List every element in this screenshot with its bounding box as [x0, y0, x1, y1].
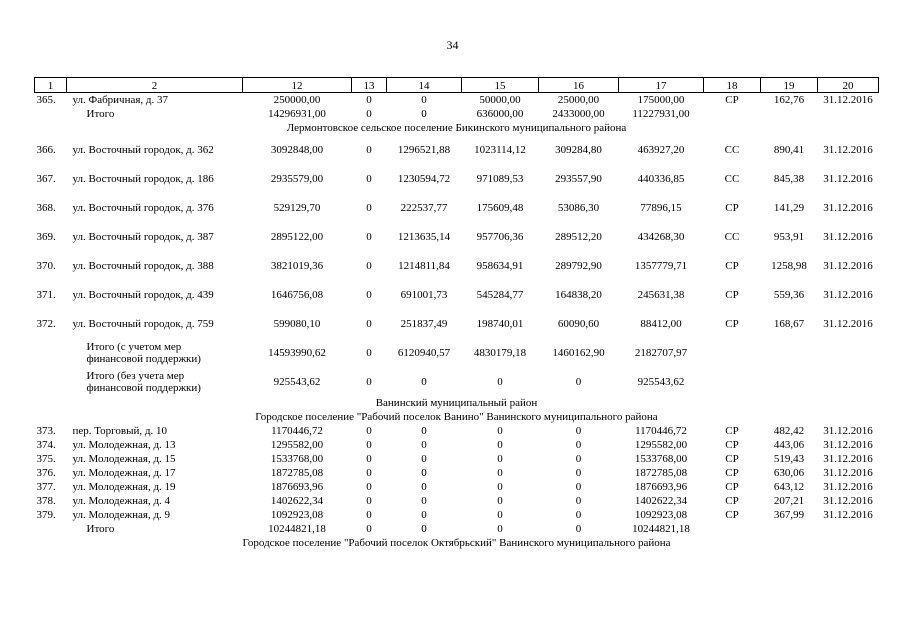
- value-cell: 0: [421, 495, 427, 507]
- value-cell: 31.12.2016: [823, 481, 873, 493]
- value-cell: 519,43: [773, 453, 805, 465]
- value-cell: 3092848,00: [270, 143, 324, 156]
- value-cell: 1872785,08: [270, 467, 324, 479]
- value-cell: 1402622,34: [634, 495, 688, 507]
- value-cell: 440336,85: [637, 172, 685, 185]
- row-number: [35, 338, 67, 367]
- value-cell: 367,99: [773, 509, 805, 521]
- header-cell: 15: [462, 78, 539, 93]
- value-cell: 0: [497, 523, 503, 535]
- value-cell: 1214811,84: [398, 259, 450, 272]
- value-cell: [818, 338, 879, 367]
- value-cell: 1092923,08: [270, 509, 324, 521]
- address-cell: ул. Молодежная, д. 13: [72, 439, 176, 451]
- value-cell: СР: [725, 453, 739, 465]
- value-cell: 14593990,62: [268, 346, 326, 359]
- value-cell: 0: [421, 439, 427, 451]
- value-cell: 957706,36: [476, 230, 524, 243]
- value-cell: 0: [497, 495, 503, 507]
- value-cell: 599080,10: [273, 317, 321, 330]
- value-cell: 643,12: [773, 481, 805, 493]
- value-cell: 0: [575, 425, 582, 437]
- section-heading-row: [35, 410, 879, 424]
- value-cell: 691001,73: [400, 288, 448, 301]
- value-cell: 31.12.2016: [823, 94, 873, 106]
- value-cell: 443,06: [773, 439, 805, 451]
- value-cell: 50000,00: [479, 94, 521, 106]
- value-cell: 529129,70: [273, 201, 321, 214]
- value-cell: 31.12.2016: [823, 172, 873, 185]
- address-cell: ул. Молодежная, д. 4: [72, 495, 171, 507]
- section-heading: Лермонтовское сельское поселение Бикинского муниципального района: [286, 122, 627, 134]
- value-cell: 0: [366, 317, 372, 330]
- value-cell: 1295582,00: [634, 439, 688, 451]
- value-cell: 31.12.2016: [823, 230, 873, 243]
- housing-table: [34, 77, 879, 550]
- table-row: [35, 309, 879, 338]
- value-cell: 630,06: [773, 467, 805, 479]
- value-cell: 0: [421, 108, 427, 120]
- value-cell: 0: [366, 425, 372, 437]
- value-cell: 0: [497, 467, 503, 479]
- table-row: [35, 93, 879, 108]
- value-cell: 10244821,18: [268, 523, 326, 535]
- value-cell: 164838,20: [555, 288, 602, 301]
- value-cell: 0: [575, 453, 582, 465]
- value-cell: 463927,20: [637, 143, 685, 156]
- value-cell: 845,38: [773, 172, 805, 185]
- header-cell: 13: [352, 78, 387, 93]
- value-cell: 31.12.2016: [823, 425, 873, 437]
- address-cell: ул. Восточный городок, д. 376: [72, 201, 214, 214]
- value-cell: 141,29: [773, 201, 805, 214]
- value-cell: 1170446,72: [271, 425, 323, 437]
- value-cell: 0: [575, 495, 582, 507]
- value-cell: 1230594,72: [397, 172, 451, 185]
- total-row: [35, 338, 879, 367]
- value-cell: 482,42: [773, 425, 805, 437]
- value-cell: 1295582,00: [270, 439, 324, 451]
- table-row: [35, 466, 879, 480]
- value-cell: 31.12.2016: [823, 495, 873, 507]
- value-cell: 222537,77: [400, 201, 448, 214]
- table-row: [35, 222, 879, 251]
- address-cell: Итого: [86, 523, 115, 535]
- row-number: 375.: [36, 453, 56, 465]
- value-cell: СР: [725, 425, 739, 437]
- value-cell: 1170446,72: [635, 425, 687, 437]
- value-cell: 31.12.2016: [823, 439, 873, 451]
- value-cell: 293557,90: [555, 172, 602, 185]
- value-cell: СР: [725, 467, 739, 479]
- value-cell: [761, 338, 818, 367]
- value-cell: 0: [366, 523, 372, 535]
- value-cell: 77896,15: [640, 201, 682, 214]
- address-cell: ул. Восточный городок, д. 362: [72, 143, 214, 156]
- value-cell: 0: [497, 453, 503, 465]
- value-cell: 925543,62: [637, 375, 685, 388]
- row-number: 368.: [36, 201, 56, 214]
- value-cell: 953,91: [773, 230, 805, 243]
- value-cell: 207,21: [773, 495, 805, 507]
- value-cell: 0: [421, 425, 427, 437]
- value-cell: 289792,90: [555, 259, 602, 272]
- value-cell: 0: [366, 288, 372, 301]
- value-cell: 2895122,00: [270, 230, 324, 243]
- table-row: [35, 424, 879, 438]
- row-number: 369.: [36, 230, 56, 243]
- value-cell: 925543,62: [273, 375, 321, 388]
- value-cell: 1213635,14: [397, 230, 451, 243]
- header-cell: 1: [35, 78, 67, 93]
- header-cell: 16: [539, 78, 619, 93]
- value-cell: 175000,00: [637, 94, 685, 106]
- row-number: 367.: [36, 172, 56, 185]
- row-number: 365.: [36, 94, 56, 106]
- header-cell: 17: [619, 78, 704, 93]
- row-number: 370.: [36, 259, 56, 272]
- value-cell: 31.12.2016: [823, 453, 873, 465]
- value-cell: 0: [421, 453, 427, 465]
- value-cell: 1296521,88: [397, 143, 451, 156]
- value-cell: 31.12.2016: [823, 509, 873, 521]
- value-cell: 0: [421, 467, 427, 479]
- value-cell: 0: [421, 509, 427, 521]
- value-cell: 11227931,00: [632, 108, 690, 120]
- value-cell: 0: [366, 439, 372, 451]
- value-cell: [704, 367, 761, 396]
- value-cell: 0: [421, 94, 427, 106]
- section-heading-row: [35, 396, 879, 410]
- value-cell: 0: [421, 375, 427, 388]
- value-cell: 434268,30: [637, 230, 685, 243]
- value-cell: 1092923,08: [634, 509, 688, 521]
- table-row: [35, 164, 879, 193]
- value-cell: 0: [575, 509, 582, 521]
- header-cell: 18: [704, 78, 761, 93]
- value-cell: 175609,48: [476, 201, 524, 214]
- value-cell: 0: [366, 375, 372, 388]
- address-cell: ул. Молодежная, д. 19: [72, 481, 176, 493]
- address-cell: Итого (без учета мер финансовой поддержки): [86, 369, 201, 394]
- address-cell: ул. Восточный городок, д. 186: [72, 172, 214, 185]
- table-row: [35, 193, 879, 222]
- header-cell: 2: [67, 78, 243, 93]
- section-heading-row: [35, 536, 879, 550]
- value-cell: 1023114,12: [474, 143, 526, 156]
- value-cell: 31.12.2016: [823, 467, 873, 479]
- section-heading-row: [35, 121, 879, 135]
- value-cell: 14296931,00: [268, 108, 326, 120]
- value-cell: СС: [724, 143, 740, 156]
- section-heading: Ванинский муниципальный район: [375, 397, 538, 409]
- header-cell: 19: [761, 78, 818, 93]
- value-cell: 0: [575, 439, 582, 451]
- value-cell: 0: [366, 259, 372, 272]
- address-cell: ул. Восточный городок, д. 439: [72, 288, 214, 301]
- table-row: [35, 438, 879, 452]
- value-cell: 545284,77: [476, 288, 524, 301]
- value-cell: 6120940,57: [397, 346, 451, 359]
- value-cell: 0: [366, 509, 372, 521]
- value-cell: 31.12.2016: [823, 259, 873, 272]
- table-row: [35, 508, 879, 522]
- row-number: [35, 522, 67, 536]
- value-cell: 250000,00: [273, 94, 321, 106]
- value-cell: 0: [366, 201, 372, 214]
- table-row: [35, 280, 879, 309]
- value-cell: [761, 367, 818, 396]
- value-cell: СС: [724, 172, 740, 185]
- value-cell: 245631,38: [637, 288, 685, 301]
- row-number: 376.: [36, 467, 56, 479]
- value-cell: 289512,20: [555, 230, 602, 243]
- header-cell: 20: [818, 78, 879, 93]
- value-cell: 890,41: [773, 143, 805, 156]
- table-row: [35, 494, 879, 508]
- value-cell: 971089,53: [476, 172, 524, 185]
- table-row: [35, 251, 879, 280]
- value-cell: 309284,80: [555, 143, 602, 156]
- row-number: 366.: [36, 143, 56, 156]
- value-cell: 0: [575, 523, 582, 535]
- value-cell: 0: [366, 172, 372, 185]
- row-number: [35, 107, 67, 121]
- address-cell: ул. Молодежная, д. 15: [72, 453, 176, 465]
- value-cell: 0: [497, 375, 503, 388]
- row-number: [35, 367, 67, 396]
- value-cell: СР: [725, 94, 739, 106]
- value-cell: 559,36: [773, 288, 805, 301]
- value-cell: СР: [725, 201, 739, 214]
- value-cell: 1533768,00: [634, 453, 688, 465]
- table-row: [35, 452, 879, 466]
- value-cell: 10244821,18: [632, 523, 690, 535]
- value-cell: 0: [366, 108, 372, 120]
- section-heading: Городское поселение "Рабочий поселок Октябрьский" Ванинского муниципального района: [242, 537, 671, 549]
- value-cell: [818, 107, 879, 121]
- table-header-row: [35, 78, 879, 93]
- address-cell: ул. Восточный городок, д. 759: [72, 317, 214, 330]
- value-cell: [818, 367, 879, 396]
- value-cell: 636000,00: [476, 108, 524, 120]
- value-cell: 0: [366, 495, 372, 507]
- row-number: 374.: [36, 439, 56, 451]
- value-cell: СР: [725, 288, 739, 301]
- value-cell: 31.12.2016: [823, 317, 873, 330]
- value-cell: 251837,49: [400, 317, 448, 330]
- table-row: [35, 480, 879, 494]
- value-cell: 168,67: [773, 317, 805, 330]
- value-cell: 88412,00: [640, 317, 682, 330]
- value-cell: 1460162,90: [552, 346, 605, 359]
- header-cell: 14: [387, 78, 462, 93]
- value-cell: 0: [366, 453, 372, 465]
- value-cell: 1646756,08: [270, 288, 324, 301]
- value-cell: СР: [725, 509, 739, 521]
- value-cell: 0: [575, 481, 582, 493]
- value-cell: 31.12.2016: [823, 143, 873, 156]
- value-cell: 1872785,08: [634, 467, 688, 479]
- value-cell: 0: [366, 143, 372, 156]
- total-row: [35, 522, 879, 536]
- value-cell: 0: [366, 346, 372, 359]
- value-cell: [818, 522, 879, 536]
- value-cell: 1876693,96: [634, 481, 688, 493]
- total-row: [35, 367, 879, 396]
- value-cell: 0: [421, 481, 427, 493]
- value-cell: 25000,00: [557, 94, 600, 106]
- value-cell: 0: [497, 509, 503, 521]
- value-cell: 2433000,00: [552, 108, 605, 120]
- row-number: 378.: [36, 495, 56, 507]
- address-cell: ул. Молодежная, д. 9: [72, 509, 171, 521]
- header-cell: 12: [243, 78, 352, 93]
- value-cell: СР: [725, 317, 739, 330]
- value-cell: 1402622,34: [270, 495, 324, 507]
- value-cell: 1876693,96: [270, 481, 324, 493]
- value-cell: 1258,98: [771, 259, 807, 272]
- value-cell: 162,76: [773, 94, 805, 106]
- value-cell: СР: [725, 259, 739, 272]
- value-cell: [761, 522, 818, 536]
- address-cell: ул. Восточный городок, д. 388: [72, 259, 214, 272]
- value-cell: [761, 107, 818, 121]
- value-cell: 198740,01: [476, 317, 524, 330]
- value-cell: 0: [421, 523, 427, 535]
- value-cell: 4830179,18: [473, 346, 527, 359]
- address-cell: Итого: [86, 108, 115, 120]
- value-cell: [704, 522, 761, 536]
- address-cell: ул. Фабричная, д. 37: [72, 94, 169, 106]
- value-cell: 0: [497, 425, 503, 437]
- value-cell: СС: [724, 230, 740, 243]
- value-cell: 1533768,00: [270, 453, 324, 465]
- table-row: [35, 135, 879, 164]
- row-number: 379.: [36, 509, 56, 521]
- row-number: 377.: [36, 481, 56, 493]
- page-number: 34: [446, 38, 459, 52]
- row-number: 373.: [36, 425, 56, 437]
- address-cell: Итого (с учетом мер финансовой поддержки): [86, 340, 201, 365]
- value-cell: 0: [575, 375, 582, 388]
- value-cell: 0: [497, 439, 503, 451]
- value-cell: [704, 338, 761, 367]
- value-cell: 53086,30: [557, 201, 600, 214]
- section-heading: Городское поселение "Рабочий поселок Ванино" Ванинского муниципального района: [255, 411, 658, 423]
- value-cell: СР: [725, 495, 739, 507]
- value-cell: 0: [366, 94, 372, 106]
- value-cell: 2182707,97: [634, 346, 688, 359]
- value-cell: 0: [366, 481, 372, 493]
- value-cell: 31.12.2016: [823, 201, 873, 214]
- value-cell: 0: [497, 481, 503, 493]
- value-cell: СР: [725, 439, 739, 451]
- address-cell: пер. Торговый, д. 10: [72, 425, 167, 437]
- total-row: [35, 107, 879, 121]
- value-cell: СР: [725, 481, 739, 493]
- row-number: 371.: [36, 288, 56, 301]
- value-cell: 31.12.2016: [823, 288, 873, 301]
- value-cell: 2935579,00: [270, 172, 324, 185]
- value-cell: 0: [366, 230, 372, 243]
- value-cell: 60090,60: [557, 317, 600, 330]
- address-cell: ул. Восточный городок, д. 387: [72, 230, 214, 243]
- row-number: 372.: [36, 317, 56, 330]
- value-cell: 3821019,36: [270, 259, 324, 272]
- value-cell: [704, 107, 761, 121]
- value-cell: 1357779,71: [634, 259, 688, 272]
- value-cell: 0: [366, 467, 372, 479]
- address-cell: ул. Молодежная, д. 17: [72, 467, 176, 479]
- value-cell: 958634,91: [476, 259, 524, 272]
- value-cell: 0: [575, 467, 582, 479]
